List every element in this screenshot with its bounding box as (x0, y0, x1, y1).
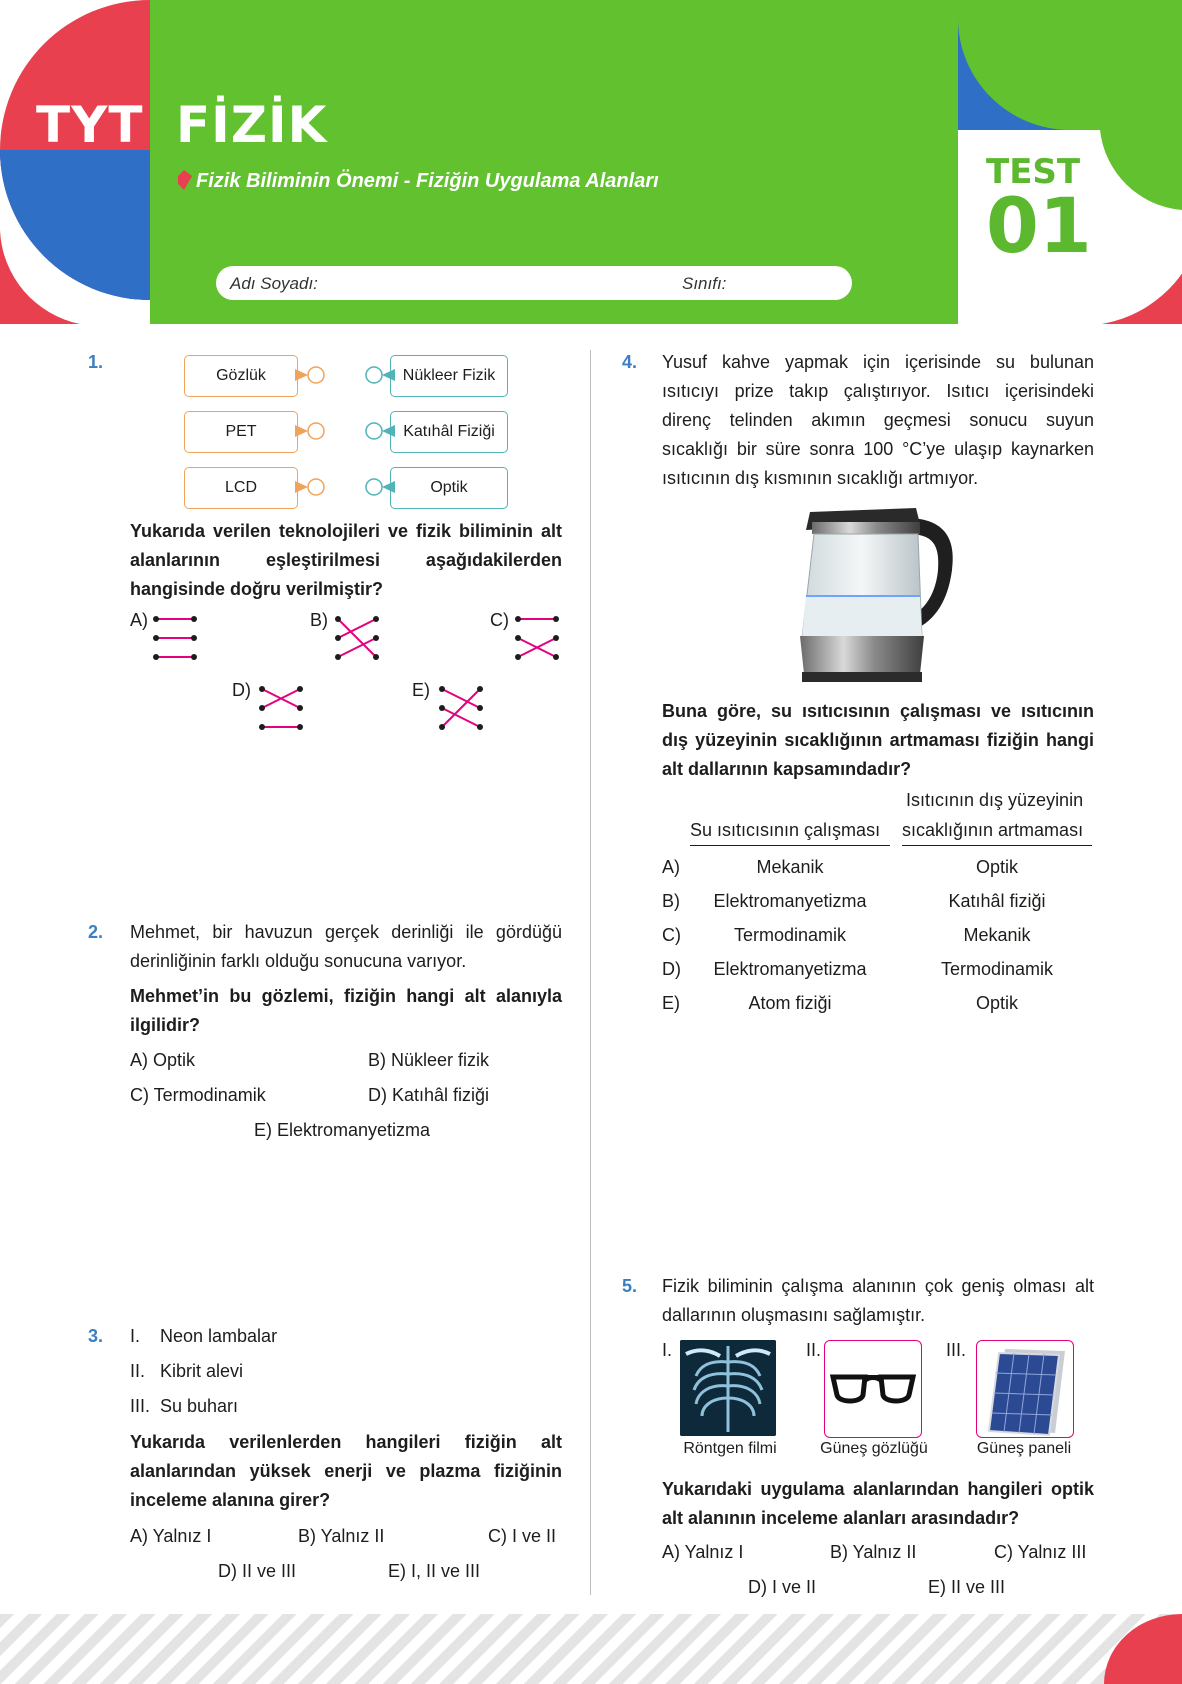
q1-option-c-diagram (512, 612, 562, 664)
q4-row-col1: Atom fiziği (748, 993, 832, 1013)
q4-row-col1: Elektromanyetizma (713, 959, 867, 979)
q5-option-a: A) Yalnız I (662, 1542, 744, 1562)
solar-panel-image (976, 1340, 1074, 1438)
footer-corner-shape (1104, 1614, 1182, 1684)
xray-image (680, 1340, 776, 1436)
q4-row-letter: C) (662, 925, 681, 945)
q4-row-letter: B) (662, 891, 680, 911)
q4-text: Yusuf kahve yapmak için içerisinde su bulunan ısıtıcıyı prize takıp çalıştırıyor. Isıtıcı içerisindeki direnç telinden akımın geçmesi sonucu suyun sıcaklığı bir süre sonra 100 °C’ye ulaşıp kaynarken ısıtıcının dış kısmının sıcaklığı artmıyor. (662, 352, 1094, 488)
q1-option-d-label: D) (232, 680, 251, 700)
q1-box-left-1 (184, 355, 298, 397)
q1-box-right-1 (390, 355, 508, 397)
q4-col2-header-line1: Isıtıcının dış yüzeyinin (906, 790, 1084, 810)
q1-number: 1. (88, 352, 104, 372)
q2-option-b: B) Nükleer fizik (368, 1050, 490, 1070)
q3-item-roman: III. (130, 1396, 151, 1416)
q5-question: Yukarıdaki uygulama alanlarından hangileri optik alt alanının inceleme alanları arasındadır? (662, 1479, 1094, 1528)
xray-icon (680, 1340, 776, 1436)
q1-box-label: Gözlük (216, 367, 266, 384)
q3-option-a: A) Yalnız I (130, 1526, 212, 1546)
q4-row-letter: D) (662, 959, 681, 979)
q5-caption: Güneş paneli (976, 1440, 1072, 1457)
q1-option-b-label: B) (310, 610, 328, 630)
q1-option-b-diagram (332, 612, 382, 664)
q3-number: 3. (88, 1326, 104, 1346)
q3-option-b: B) Yalnız II (298, 1526, 385, 1546)
q4-row-letter: A) (662, 857, 680, 877)
q4-row-col2: Optik (975, 857, 1018, 877)
q1-question: Yukarıda verilen teknolojileri ve fizik biliminin alt alanlarının eşleştirilmesi aşağıdakilerden hangisinde doğru verilmiştir? (130, 521, 562, 599)
q1-option-a-diagram (150, 612, 200, 664)
q1-connector-knobs (290, 355, 400, 515)
class-field-label: Sınıfı: (682, 274, 727, 293)
q4-row-col1: Mekanik (756, 857, 824, 877)
glasses-icon (825, 1341, 921, 1437)
topic-subtitle: Fizik Biliminin Önemi - Fiziğin Uygulama Alanları (196, 170, 659, 192)
q3-item-roman: I. (130, 1326, 141, 1346)
q5-option-c: C) Yalnız III (994, 1542, 1087, 1562)
q3-item-text: Su buharı (160, 1396, 239, 1416)
q1-box-label: Nükleer Fizik (402, 367, 496, 384)
q5-image-roman: II. (806, 1340, 822, 1360)
q5-option-d: D) I ve II (748, 1577, 817, 1597)
exam-label: TYT (36, 96, 144, 154)
test-number: 01 (986, 181, 1092, 270)
q4-col1-header: Su ısıtıcısının çalışması (690, 820, 890, 846)
q1-box-label: PET (225, 423, 257, 440)
q3-item-text: Neon lambalar (160, 1326, 278, 1346)
q2-option-c: C) Termodinamik (130, 1085, 266, 1105)
q1-option-e-label: E) (412, 680, 430, 700)
q2-question: Mehmet’in bu gözlemi, fiziğin hangi alt alanıyla ilgilidir? (130, 986, 562, 1035)
test-label: TEST (986, 152, 1081, 192)
q5-image-roman: I. (662, 1340, 673, 1360)
q4-col2-header-line2: sıcaklığının artmaması (902, 820, 1092, 846)
q2-number: 2. (88, 922, 104, 942)
q1-box-label: LCD (224, 479, 257, 496)
kettle-image (796, 500, 956, 690)
q2-option-a: A) Optik (130, 1050, 196, 1070)
q1-option-e-diagram (436, 682, 486, 734)
q3-option-c: C) I ve II (488, 1526, 557, 1546)
q1-box-left-3 (184, 467, 298, 509)
q3-option-e: E) I, II ve III (388, 1561, 481, 1581)
q5-option-b: B) Yalnız II (830, 1542, 917, 1562)
sunglasses-image (824, 1340, 922, 1438)
q4-row-letter: E) (662, 993, 680, 1013)
q4-row-col2: Mekanik (963, 925, 1031, 945)
q1-box-label: Katıhâl Fiziği (403, 423, 495, 440)
q2-option-e: E) Elektromanyetizma (254, 1120, 431, 1140)
q1-option-d-diagram (256, 682, 306, 734)
subject-title: FİZİK (176, 96, 328, 154)
q1-box-right-2 (390, 411, 508, 453)
q3-option-d: D) II ve III (218, 1561, 297, 1581)
q1-box-left-2 (184, 411, 298, 453)
column-divider (590, 350, 591, 1595)
name-field-label: Adı Soyadı: (230, 274, 318, 293)
q5-number: 5. (622, 1276, 638, 1296)
q1-box-label: Optik (430, 479, 468, 496)
q3-question: Yukarıda verilenlerden hangileri fiziğin alt alanlarından yüksek enerji ve plazma fiziğinin inceleme alanına girer? (130, 1432, 562, 1510)
q4-question: Buna göre, su ısıtıcısının çalışması ve ısıtıcının dış yüzeyinin sıcaklığının artmaması fiziğin hangi alt dallarının kapsamındadır? (662, 701, 1094, 779)
q3-item-text: Kibrit alevi (160, 1361, 244, 1381)
q2-text: Mehmet, bir havuzun gerçek derinliği ile gördüğü derinliğinin farklı olduğu sonucuna varıyor. (130, 922, 562, 971)
q5-caption: Röntgen filmi (683, 1440, 777, 1457)
q5-option-e: E) II ve III (928, 1577, 1006, 1597)
solar-panel-icon (977, 1341, 1073, 1437)
q5-text: Fizik biliminin çalışma alanının çok geniş olması alt dallarının oluşmasını sağlamıştır. (662, 1276, 1094, 1325)
q1-option-c-label: C) (490, 610, 509, 630)
q3-item-roman: II. (130, 1361, 146, 1381)
q5-caption: Güneş gözlüğü (820, 1440, 928, 1457)
q2-option-d: D) Katıhâl fiziği (368, 1085, 490, 1105)
q4-row-col1: Elektromanyetizma (713, 891, 867, 911)
q4-row-col2: Katıhâl fiziği (948, 891, 1046, 911)
q4-row-col1: Termodinamik (733, 925, 847, 945)
footer-stripes (0, 1614, 1182, 1684)
q1-option-a-label: A) (130, 610, 148, 630)
q4-number: 4. (622, 352, 638, 372)
q4-row-col2: Optik (975, 993, 1018, 1013)
q4-row-col2: Termodinamik (940, 959, 1054, 979)
q5-image-roman: III. (946, 1340, 967, 1360)
q1-box-right-3 (390, 467, 508, 509)
